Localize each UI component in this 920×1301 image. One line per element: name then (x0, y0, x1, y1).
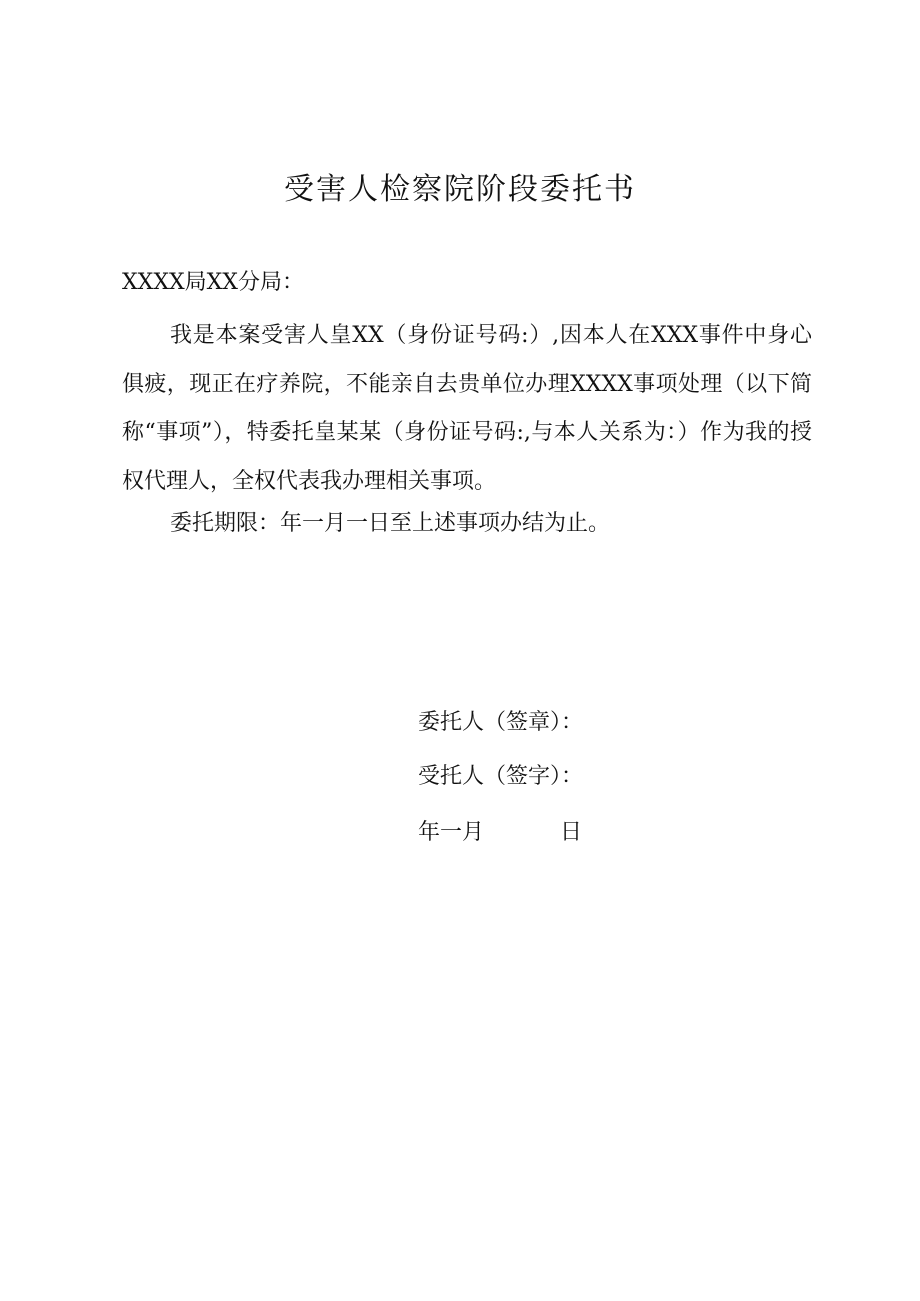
principal-signature-line: 委托人（签章）： (418, 710, 584, 735)
agent-signature-line: 受托人（签字）： (418, 764, 584, 789)
date-year-month: 年一月 (418, 820, 485, 845)
document-title: 受害人检察院阶段委托书 (284, 172, 636, 207)
date-day: 日 (560, 820, 583, 845)
salutation: XXXX局XX分局： (122, 270, 304, 295)
body-paragraph: 我是本案受害人皇XX（身份证号码:）,因本人在XXX事件中身心俱疲，现正在疗养院，不能亲自去贵单位办理XXXX事项处理（以下简称“事项”），特委托皇某某（身份证号码:,与本人关系为：）作为我的授权代理人，全权代表我办理相关事项。 (122, 323, 812, 494)
entrustment-period: 委托期限：年一月一日至上述事项办结为止。 (170, 511, 611, 536)
date-line (418, 816, 582, 850)
